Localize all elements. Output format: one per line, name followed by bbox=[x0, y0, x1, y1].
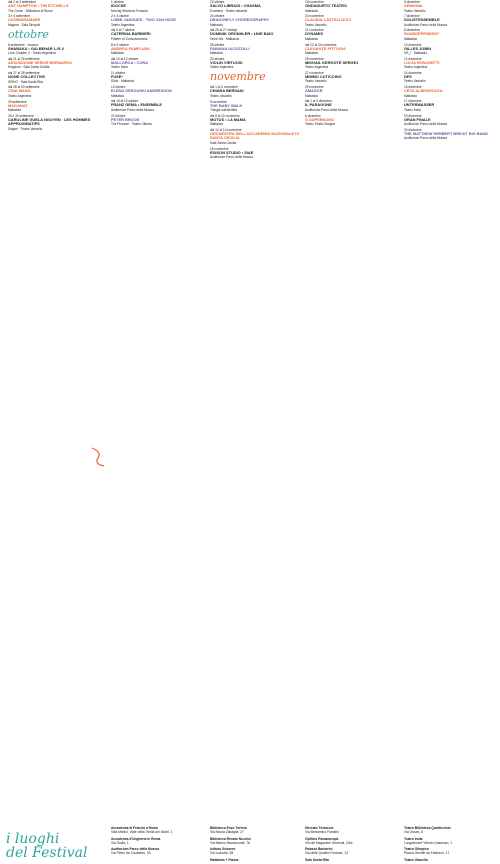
event-title: ANDREA PAMPLIANI bbox=[111, 45, 150, 51]
event-date: 21 novembre bbox=[305, 28, 324, 33]
month-heading-novembre: novembre bbox=[210, 70, 266, 84]
event-date: 5 dicembre bbox=[305, 113, 321, 118]
event-venue: Teatro Argentina bbox=[111, 22, 135, 27]
logo-line-2: del Festival bbox=[6, 845, 88, 861]
venue-address: Via Nicola Zabaglia, 27 bbox=[210, 830, 244, 834]
event-item bbox=[210, 85, 306, 98]
event-title: O SUPERSONO bbox=[305, 116, 334, 122]
event-venue: Trilogia sull'identità bbox=[210, 108, 237, 113]
venue-address: Via dei Magazzini Generali, 20/a bbox=[305, 840, 353, 845]
event-item bbox=[404, 71, 500, 84]
venue-name: Accademia d'Ungheria in Roma bbox=[111, 836, 161, 841]
event-item bbox=[111, 114, 207, 127]
event-date: 7 dicembre bbox=[404, 14, 420, 19]
event-date: 18 novembre bbox=[210, 146, 229, 151]
venue-column-3 bbox=[305, 826, 397, 864]
event-title: FRANZ GEMA • ENSEMBLE bbox=[111, 102, 162, 108]
venue-address: Via Marino Mazzacurati, 76 bbox=[210, 840, 250, 845]
event-date: 27 novembre bbox=[305, 70, 324, 75]
event-item bbox=[210, 43, 306, 56]
venue-address: Via Beniamino Franklin bbox=[305, 830, 339, 834]
event-title: IL PARAGONE bbox=[305, 102, 332, 108]
event-venue: Mattatoio bbox=[305, 8, 319, 13]
event-item bbox=[210, 128, 306, 145]
event-title: IDOCSE bbox=[111, 3, 126, 9]
event-title: GILLES JOBIN bbox=[404, 45, 432, 51]
event-venue: Teatro Vascello bbox=[305, 22, 327, 27]
event-item bbox=[111, 14, 207, 27]
event-venue: Teatro India bbox=[111, 65, 128, 70]
event-venue: VR_I · Mattatoio bbox=[404, 51, 428, 56]
event-item bbox=[8, 100, 104, 113]
event-date: dal 1 al 3 novembre bbox=[210, 85, 238, 90]
event-date: 8 e 9 ottobre bbox=[111, 42, 129, 47]
event-title: DYNAMIS bbox=[305, 31, 323, 37]
event-date: 8 settembre · musica bbox=[8, 42, 38, 47]
event-title: CAROLINE GUELA NGUYEN · LES HOMMES APPROXIMATIFS bbox=[8, 116, 91, 127]
venue-address: Via Pietro de Coubertin, 30 bbox=[111, 851, 151, 855]
event-item bbox=[404, 57, 500, 70]
venue-name: Biblioteca Renato Nicolini bbox=[210, 836, 251, 841]
event-venue: Saigon · Teatro Vascello bbox=[8, 126, 43, 131]
event-item bbox=[305, 43, 401, 56]
event-item bbox=[305, 0, 401, 13]
event-title: ELENA GEROUSKI ANDRESSON bbox=[111, 88, 172, 94]
event-title: ONDADURTO TEATRO bbox=[305, 3, 348, 9]
event-item bbox=[404, 28, 500, 41]
event-date: 14 dicembre bbox=[404, 70, 422, 75]
event-title: CECILIA BENGOLEA bbox=[404, 88, 443, 94]
event-venue: Excelsior · Teatro Vascello bbox=[210, 8, 248, 13]
column-5 bbox=[404, 0, 500, 142]
event-item bbox=[8, 43, 104, 56]
event-title: ANT HAMPTON • TIM ETCHELLS bbox=[8, 3, 69, 9]
event-date: 1 ottobre bbox=[111, 0, 124, 4]
event-item bbox=[404, 128, 500, 141]
event-title: DOMINIK GRÖNHLER • LINE BAIO bbox=[210, 31, 274, 37]
event-venue: Mattatoio bbox=[404, 36, 418, 41]
event-item bbox=[8, 85, 104, 98]
event-item bbox=[210, 14, 306, 27]
event-title: NONE COLLECTIVE bbox=[8, 74, 45, 80]
logo-line-1: i luoghi bbox=[6, 831, 60, 847]
event-title: LISBE JANGUES · TWO VAN HOVE bbox=[111, 17, 176, 23]
event-date: 19 dicembre bbox=[404, 113, 422, 118]
event-title: SOUNDEPENDENT bbox=[404, 31, 440, 37]
venue-name: Istituto Svizzero bbox=[210, 847, 236, 851]
event-date: dal 5 al 7 ottobre bbox=[111, 28, 135, 33]
event-date: 13 ottobre bbox=[111, 85, 126, 90]
event-venue: Mattatoio bbox=[305, 93, 319, 98]
event-date: dal 27 al 28 settembre bbox=[8, 71, 40, 76]
event-date: 19 novembre bbox=[305, 0, 324, 4]
column-2 bbox=[111, 0, 207, 128]
event-title: PETER BROOK bbox=[111, 116, 140, 122]
event-item bbox=[305, 57, 401, 70]
event-title: SALVO LIBRAGI • CHASMA bbox=[210, 3, 261, 9]
event-item bbox=[305, 114, 401, 127]
event-title: AMADOR bbox=[305, 88, 323, 94]
event-venue: Dökk · Mattatoio bbox=[111, 79, 135, 84]
venues-footer bbox=[0, 412, 500, 862]
event-venue: Auditorium Parco della Musica bbox=[404, 22, 448, 27]
event-venue: Mattatoio bbox=[305, 36, 319, 41]
event-date: 20 dicembre bbox=[404, 127, 422, 132]
venue-name: Accademia di Francia a Roma bbox=[111, 826, 158, 830]
venue-column-4 bbox=[404, 826, 496, 864]
event-item bbox=[305, 14, 401, 27]
event-venue: Magma · Sala Sinopoli bbox=[8, 22, 41, 27]
event-date: 5 novembre bbox=[210, 99, 227, 104]
event-venue: Auditorium Parco della Musica bbox=[305, 107, 349, 112]
column-1 bbox=[8, 0, 104, 132]
month-heading-ottobre: ottobre bbox=[8, 27, 49, 41]
event-item bbox=[210, 57, 306, 70]
event-date: 25 novembre bbox=[305, 56, 324, 61]
event-date: dal 10 al 12 ottobre bbox=[111, 56, 139, 61]
event-venue: Mattatoio bbox=[111, 93, 125, 98]
event-title: EDISON STUDIO • SIAE bbox=[210, 149, 254, 155]
event-item bbox=[404, 114, 500, 127]
event-title: SHABAKA • GAI BEHAR L-R-V bbox=[8, 45, 65, 51]
event-date: dal 16 al 19 ottobre bbox=[111, 99, 139, 104]
event-item bbox=[111, 99, 207, 112]
event-item bbox=[111, 0, 207, 13]
event-venue: Teatro Vascello bbox=[210, 93, 232, 98]
event-title: VIOLIN VIRTUOSI bbox=[210, 59, 243, 65]
event-item bbox=[111, 28, 207, 41]
event-date: 8 dicembre bbox=[404, 28, 420, 33]
festival-logo bbox=[6, 832, 87, 860]
event-item bbox=[111, 43, 207, 56]
event-item bbox=[8, 0, 104, 13]
event-title: FABIANA IACOZZILLI bbox=[210, 45, 250, 51]
event-venue: The Prisoner · Teatro Vittoria bbox=[111, 122, 152, 126]
event-item bbox=[404, 85, 500, 98]
venue-address: Villa Medici, Viale della Trinità dei Monti, 1 bbox=[111, 830, 173, 834]
event-date: dal 21 al 26 settembre bbox=[8, 56, 40, 61]
venue-name: Opificio Romaeuropa bbox=[305, 836, 339, 841]
event-venue: Sala Santa Cecilia bbox=[210, 140, 237, 145]
event-date: 10 dicembre bbox=[404, 42, 422, 47]
event-item bbox=[8, 14, 104, 27]
event-venue: Teatro Argentina bbox=[404, 65, 428, 70]
event-title: THE MATTHEW HERBERT BREXIT BIG BAND bbox=[404, 130, 489, 136]
venue-column-2 bbox=[210, 826, 302, 864]
event-venue: Kingdom · Sala Santa Cecilia bbox=[8, 65, 50, 70]
event-venue: Moving Windows Forward bbox=[111, 8, 148, 13]
venue-column-1 bbox=[111, 826, 203, 858]
event-date: 22 ottobre bbox=[210, 0, 225, 4]
event-venue: ISSHO · Sala Santa Rita bbox=[8, 79, 43, 84]
event-title: CUORDIRAMARE bbox=[8, 17, 41, 23]
event-venue: Mattatoio bbox=[111, 51, 125, 56]
venue-address: Lungotevere Vittorio Gassman, 1 bbox=[404, 840, 453, 845]
event-title: CLAUDIA CASTELLUCCI bbox=[305, 17, 351, 23]
event-venue: Pattern of Consciousness bbox=[111, 36, 148, 41]
event-date: 20 novembre bbox=[305, 14, 324, 19]
event-date: 11 ottobre bbox=[111, 70, 126, 75]
event-item bbox=[210, 0, 306, 13]
event-title: MALLORCA • CORA bbox=[111, 59, 149, 65]
event-date: 29 settembre bbox=[8, 99, 27, 104]
event-item bbox=[404, 99, 500, 112]
event-venue: Teatro Argentina bbox=[305, 65, 329, 70]
event-venue: Teatro Argentina bbox=[8, 93, 32, 98]
event-item bbox=[8, 57, 104, 70]
event-date: dal 2 al 4 settembre bbox=[8, 0, 36, 4]
event-venue: Mattatoio bbox=[8, 108, 22, 113]
event-venue: Teatro Argentina bbox=[210, 65, 234, 70]
event-item bbox=[305, 85, 401, 98]
event-date: 17 dicembre bbox=[404, 99, 422, 104]
event-title: ARMONIA bbox=[404, 3, 423, 9]
venue-address: Via Ludovisi, 48 bbox=[210, 851, 234, 855]
venue-address: Piazza Gentile da Fabriano, 17 bbox=[404, 851, 450, 855]
event-date: dal 22 al 24 novembre bbox=[305, 42, 337, 47]
event-venue: Teatro India bbox=[404, 107, 421, 112]
event-venue: Auditorium Parco della Musica bbox=[404, 122, 448, 126]
event-item bbox=[111, 71, 207, 84]
venue-name: Teatro India bbox=[404, 836, 423, 841]
event-item bbox=[210, 147, 306, 160]
event-title: GRAN FINALE bbox=[404, 116, 431, 122]
event-item bbox=[305, 99, 401, 112]
column-4 bbox=[305, 0, 401, 128]
event-date: dal 8 al 10 novembre bbox=[210, 113, 240, 118]
event-date: 29 novembre bbox=[305, 85, 324, 90]
event-venue: Mattatoio bbox=[210, 22, 224, 27]
event-date: 24 ottobre bbox=[210, 14, 225, 19]
event-venue: Teatro Vascello bbox=[404, 79, 426, 84]
venue-name: Mercato Testaccio bbox=[305, 826, 334, 830]
venue-name: Palazzo Barberini bbox=[305, 847, 333, 851]
event-date: 2 e 3 ottobre bbox=[111, 14, 129, 19]
venue-address: Via delle Quattro Fontane, 13 bbox=[305, 851, 349, 855]
event-item bbox=[404, 14, 500, 27]
venue-name: Biblioteca Enzo Tortora bbox=[210, 826, 247, 830]
event-item bbox=[210, 114, 306, 127]
event-title: LUCIA RONCHETTI bbox=[404, 59, 440, 65]
venue-name: Sala Santa Rita bbox=[305, 857, 329, 862]
event-date: 28 ottobre bbox=[210, 42, 225, 47]
event-title: SOLISTENSEMBLE bbox=[404, 17, 440, 23]
event-venue: Mattatoio bbox=[210, 51, 224, 56]
event-title: MIKHAIL KERGOTÉ SERGEJ bbox=[305, 59, 359, 65]
venue-name: Teatro Biblioteca Quarticciolo bbox=[404, 826, 451, 830]
event-item bbox=[404, 0, 500, 13]
event-title: THE BABY WALK bbox=[210, 102, 243, 108]
event-title: MAGANAT bbox=[8, 102, 28, 108]
event-item bbox=[111, 57, 207, 70]
event-item bbox=[305, 28, 401, 41]
event-title: CATERINA BARBIERI bbox=[111, 31, 151, 37]
event-venue: Auditorium Parco della Musica bbox=[210, 155, 254, 159]
decorative-arrow-icon bbox=[90, 446, 106, 468]
event-item bbox=[8, 114, 104, 131]
venue-address: Via Giulia, 1 bbox=[111, 840, 129, 845]
event-venue: Teatro Vascello bbox=[305, 79, 327, 84]
event-venue: Mattatoio bbox=[404, 93, 418, 98]
event-venue: Ohne Nix · Mattatoio bbox=[210, 36, 240, 41]
event-date: 3 e 4 settembre bbox=[8, 14, 31, 19]
event-date: dal 1 al 3 dicembre bbox=[305, 99, 332, 104]
venue-name: Teatro Vascello bbox=[404, 857, 428, 862]
event-venue: Teatro Studio Borgna bbox=[305, 122, 335, 126]
event-title: MIMMO CUTICCHIO bbox=[305, 74, 342, 80]
event-item bbox=[305, 71, 401, 84]
event-date: dal 25 al 27 ottobre bbox=[210, 28, 238, 33]
event-venue: The Grove · Biblioteca di Roma bbox=[8, 8, 53, 13]
event-item bbox=[111, 85, 207, 98]
event-date: dal 28 al 30 settembre bbox=[8, 85, 40, 90]
venue-name: Mattatoio + Piazza bbox=[210, 857, 239, 862]
event-title: CLEOANTE PITTOGIA bbox=[305, 45, 346, 51]
event-title: CHAI WANG bbox=[8, 88, 31, 94]
event-venue: Teatro Vascello bbox=[404, 8, 426, 13]
event-venue: Mattatoio bbox=[305, 51, 319, 56]
venue-name: Auditorium Parco della Musica bbox=[111, 847, 160, 851]
event-venue: Mattatoio bbox=[210, 122, 224, 127]
event-date: 6 dicembre bbox=[404, 0, 420, 4]
event-date: 20 ottobre bbox=[111, 113, 126, 118]
event-date: 15 dicembre bbox=[404, 85, 422, 90]
event-venue: Love Chapter 2 · Teatro Argentina bbox=[8, 51, 56, 56]
event-title: UNTERWASSER bbox=[404, 102, 435, 108]
event-venue: Auditorium Parco della Musica bbox=[404, 136, 448, 141]
column-3 bbox=[210, 0, 306, 161]
event-title: ORCHESTRA DELL'ACCADEMIA NAZIONALE DI SANTA CECILIA bbox=[210, 131, 300, 141]
event-item bbox=[8, 71, 104, 84]
event-title: DRAGONFLY CHOREOGRAPHY bbox=[210, 17, 270, 23]
event-date: 30 ottobre bbox=[210, 56, 225, 61]
venue-name: Teatro Olimpico bbox=[404, 847, 429, 851]
event-title: DFS bbox=[404, 74, 412, 80]
event-date: 12 dicembre bbox=[404, 56, 422, 61]
event-title: FUSE* bbox=[111, 74, 123, 80]
event-item bbox=[404, 43, 500, 56]
event-title: ASSUNZIONE SEÑOR BERNARDO bbox=[8, 60, 72, 66]
event-date: dal 12 al 14 novembre bbox=[210, 127, 242, 132]
event-title: MOTUS • LA MAMA bbox=[210, 116, 246, 122]
event-item bbox=[210, 28, 306, 41]
event-item bbox=[210, 100, 306, 113]
event-title: CHIARA BERSANI bbox=[210, 88, 244, 94]
venue-address: Via Ostuni, 8 bbox=[404, 830, 423, 834]
event-date: 29 e 30 settembre bbox=[8, 113, 34, 118]
event-venue: Auditorium Parco della Musica bbox=[111, 107, 155, 112]
